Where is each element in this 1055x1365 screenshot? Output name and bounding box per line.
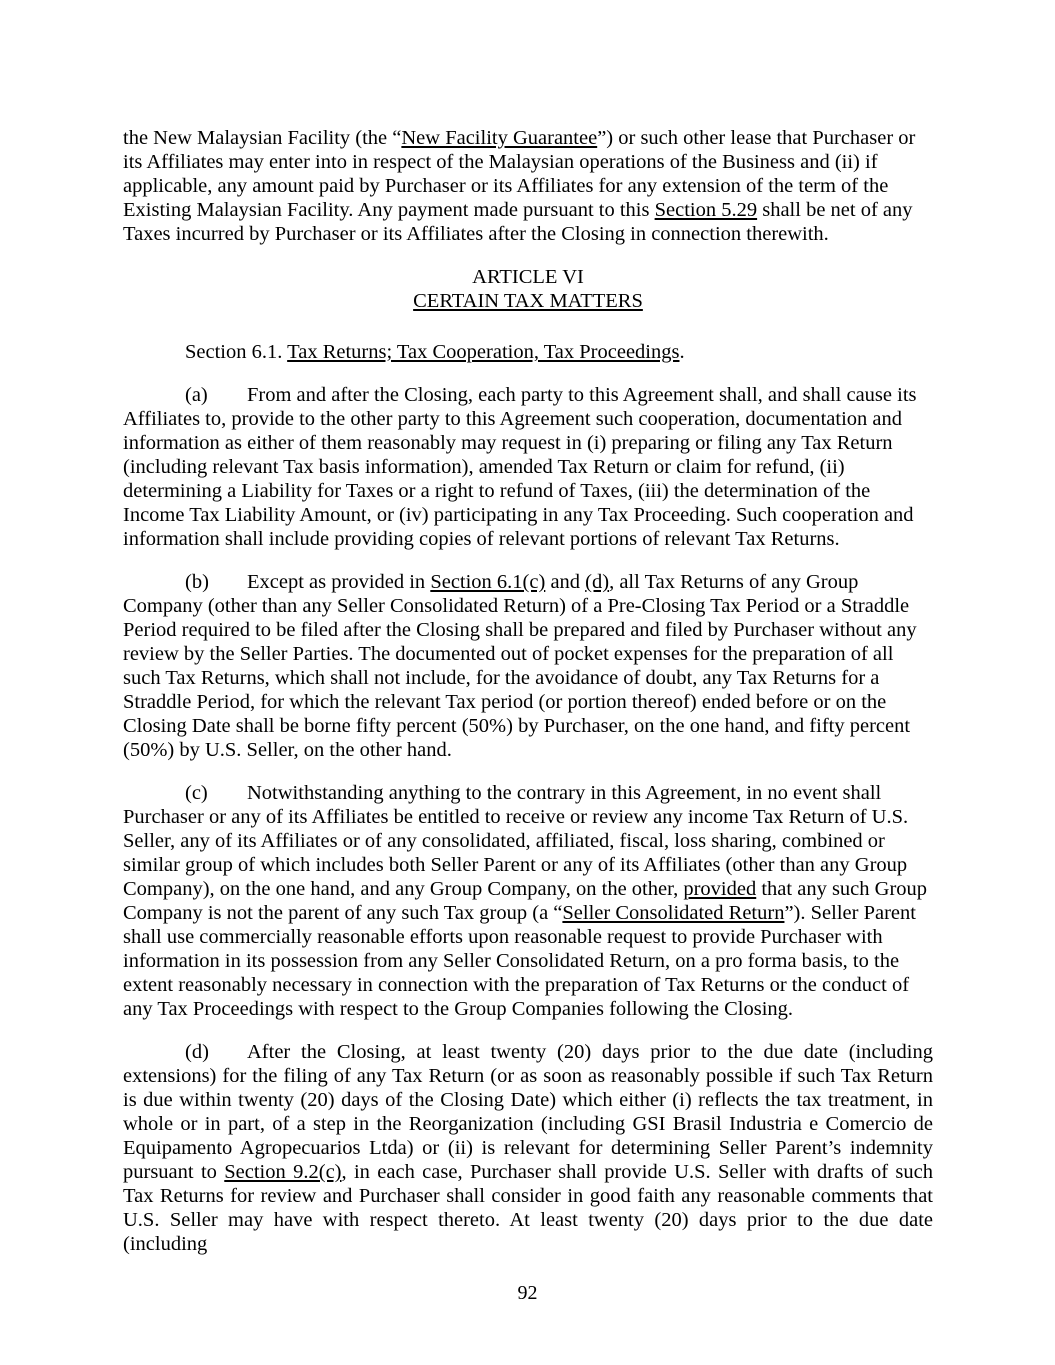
paragraph-a: [123, 383, 933, 551]
underlined-text-run: New Facility Guarantee: [401, 127, 598, 149]
text-run: Notwithstanding anything to the contrary in this Agreement, in no event shall Purchaser or any of its Affiliates be entitled to receive or review any income Tax Return of U.S. Seller, any of its Affiliates or of any consolidated, affiliated, fiscal, loss sharing, combined or similar group of which includes both Seller Parent or any of its Affiliates (other than any Group Company), on the one hand, and any Group Company, on the other,: [123, 782, 909, 900]
section-title: Tax Returns; Tax Cooperation, Tax Proceedings: [287, 341, 680, 363]
text-run: ”). Seller Parent shall use commercially reasonable efforts upon reasonable request to provide Purchaser with information in its possession from any Seller Consolidated Return, on a pro forma basis, to the extent reasonably necessary in connection with the preparation of Tax Returns or the conduct of any Tax Proceedings with respect to the Group Companies following the Closing.: [123, 902, 916, 1020]
text-run: , in each case, Purchaser shall provide U.S. Seller with drafts of such Tax Returns for review and Purchaser shall consider in good faith any reasonable comments that U.S. Seller may have with respect thereto. At least twenty (20) days prior to the due date (including: [123, 1161, 934, 1255]
text-run: From and after the Closing, each party to this Agreement shall, and shall cause its Affiliates to, provide to the other party to this Agreement such cooperation, documentation and information as either of them reasonably may request in (i) preparing or filing any Tax Return (including relevant Tax basis information), amended Tax Return or claim for refund, (ii) determining a Liability for Taxes or a right to refund of Taxes, (iii) the determination of the Income Tax Liability Amount, or (iv) participating in any Tax Proceeding. Such cooperation and information shall include providing copies of relevant portions of relevant Tax Returns.: [123, 384, 917, 550]
paragraph-b-label: (b): [185, 571, 209, 593]
paragraph-b: [123, 570, 933, 762]
paragraph-c-label: (c): [185, 782, 208, 804]
text-run: ”) or such other lease that Purchaser or its Affiliates may enter into in respect of the Malaysian operations of the Business and (ii) if applicable, any amount paid by Purchaser or its Affiliates for any extension of the term of the Existing Malaysian Facility. Any payment made pursuant to this: [123, 127, 916, 221]
underlined-text-run: Section 6.1(c): [430, 571, 546, 593]
paragraph-a-text: [123, 384, 917, 550]
paragraph-c-text: [123, 782, 927, 1020]
article-title-heading-line: [123, 289, 933, 313]
text-run: the New Malaysian Facility (the “: [123, 127, 402, 149]
underlined-text-run: (d): [585, 571, 610, 593]
paragraph-c: [123, 781, 933, 1021]
underlined-text-run: Seller Consolidated Return: [562, 902, 785, 924]
paragraph-a-label: (a): [185, 384, 208, 406]
intro-paragraph: [123, 126, 933, 246]
section-heading-line: [123, 340, 933, 364]
underlined-text-run: Section 9.2(c): [224, 1161, 342, 1183]
text-run: After the Closing, at least twenty (20) days prior to the due date (including extensions) for the filing of any Tax Return (or as soon as reasonably possible if such Tax Return is due within twenty (20) days of the Closing Date) which either (i) reflects the tax treatment, in whole or in part, of a step in the Reorganization (including GSI Brasil Industria e Comercio de Equipamento Agropecuarios Ltda) or (ii) is relevant for determining Seller Parent’s indemnity pursuant to: [123, 1041, 933, 1183]
paragraph-d: [123, 1040, 933, 1256]
paragraph-b-text: [123, 571, 917, 761]
underlined-text-run: provided: [683, 878, 757, 900]
page-number: 92: [517, 1282, 538, 1304]
article-number-heading: ARTICLE VI: [472, 266, 584, 288]
section-label: Section 6.1.: [185, 341, 283, 363]
article-title-heading: CERTAIN TAX MATTERS: [413, 290, 643, 312]
text-run: , all Tax Returns of any Group Company (other than any Seller Consolidated Return) of a Pre-Closing Tax Period or a Straddle Period required to be filed after the Closing shall be prepared and filed by Purchaser without any review by the Seller Parties. The documented out of pocket expenses for the preparation of all such Tax Returns, which shall not include, for the avoidance of doubt, any Tax Returns for a Straddle Period, for which the relevant Tax period (or portion thereof) ended before or on the Closing Date shall be borne fifty percent (50%) by Purchaser, on the one hand, and fifty percent (50%) by U.S. Seller, on the other hand.: [123, 571, 917, 761]
article-heading-block: [123, 265, 933, 313]
text-run: Except as provided in: [247, 571, 431, 593]
underlined-text-run: Section 5.29: [654, 199, 758, 221]
text-run: and: [545, 571, 586, 593]
paragraph-d-label: (d): [185, 1041, 209, 1063]
paragraph-d-text: [123, 1041, 933, 1255]
text-run: that any such Group Company is not the parent of any such Tax group (a “: [123, 878, 928, 924]
section-title-period: .: [679, 341, 685, 363]
text-run: shall be net of any Taxes incurred by Purchaser or its Affiliates after the Closing in connection therewith.: [123, 199, 913, 245]
